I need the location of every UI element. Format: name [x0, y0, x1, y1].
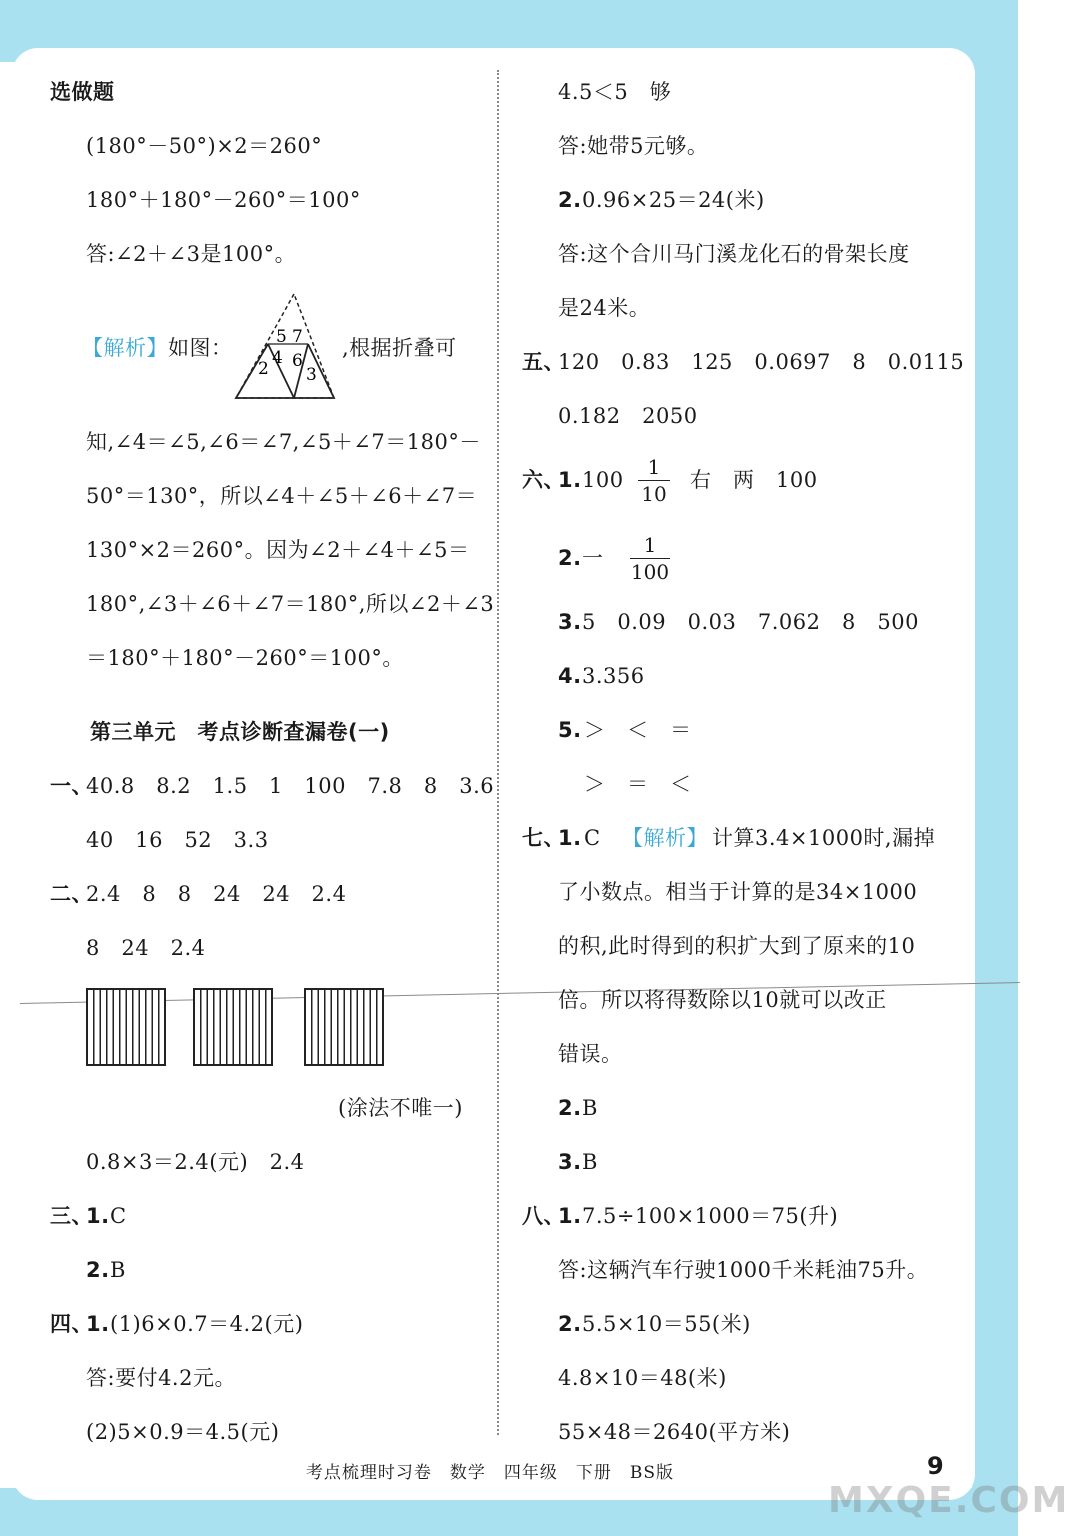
q3-2-number: 2.: [86, 1258, 110, 1282]
optional-answer: 答:∠2＋∠3是100°。: [86, 242, 297, 266]
q7-2-answer: B: [582, 1096, 598, 1120]
q8-1-answer: 答:这辆汽车行驶1000千米耗油75升。: [558, 1258, 929, 1282]
decorative-border-right: [972, 0, 1018, 1536]
unit-title: 第三单元 考点诊断查漏卷(一): [90, 720, 390, 744]
shaded-grid-2: [193, 988, 273, 1066]
triangle-solid-edges: [236, 344, 334, 398]
q6-2-fraction-bar: [630, 558, 670, 559]
q7-3-answer: B: [582, 1150, 598, 1174]
r-q2-text: 0.96×25＝24(米): [582, 188, 765, 212]
q7-analysis-line-1: 计算3.4×1000时,漏掉: [712, 826, 936, 850]
q2-line-1: 2.4 8 8 24 24 2.4: [86, 882, 347, 906]
q6-3-text: 5 0.09 0.03 7.062 8 500: [582, 610, 919, 634]
q8-2-line-3: 55×48＝2640(平方米): [558, 1420, 791, 1444]
q6-5-line-2: ＞ ＝ ＜: [584, 772, 692, 796]
q6-label: 六、: [522, 468, 565, 492]
q6-1-denominator: 10: [641, 482, 667, 506]
analysis-line-3: 130°×2＝260°。因为∠2＋∠4＋∠5＝: [86, 538, 470, 562]
q4-1-number: 1.: [86, 1312, 110, 1336]
q1-line-2: 40 16 52 3.3: [86, 828, 269, 852]
shaded-grid-3: [304, 988, 384, 1066]
r-line-1: 4.5＜5 够: [558, 80, 672, 104]
q6-1-numerator: 1: [647, 455, 661, 479]
q6-2-a: 一: [582, 546, 604, 570]
site-watermark: MXQE.COM: [828, 1480, 1069, 1521]
q3-2-answer: B: [110, 1258, 126, 1282]
folded-triangle-figure: [232, 292, 338, 402]
q7-label: 七、: [522, 826, 565, 850]
q4-label: 四、: [50, 1312, 93, 1336]
angle-label-7: 7: [292, 327, 303, 347]
analysis-line-4: 180°,∠3＋∠6＋∠7＝180°,所以∠2＋∠3: [86, 592, 495, 616]
r-q2-answer-2: 是24米。: [558, 296, 651, 320]
q3-1-answer: C: [110, 1204, 127, 1228]
angle-label-2: 2: [258, 359, 269, 379]
q1-line-1: 40.8 8.2 1.5 1 100 7.8 8 3.6: [86, 774, 495, 798]
analysis-line-2: 50°＝130°，所以∠4＋∠5＋∠6＋∠7＝: [86, 484, 478, 508]
q7-2-number: 2.: [558, 1096, 582, 1120]
q6-2-fraction: [630, 533, 670, 584]
analysis-line-5: ＝180°＋180°－260°＝100°。: [86, 646, 404, 670]
q8-2-text: 5.5×10＝55(米): [582, 1312, 751, 1336]
q5-line-2: 0.182 2050: [558, 404, 698, 428]
q4-2-text: (2)5×0.9＝4.5(元): [86, 1420, 280, 1444]
q8-1-text: 7.5÷100×1000＝75(升): [582, 1204, 839, 1228]
q3-label: 三、: [50, 1204, 93, 1228]
q7-1-answer: C: [584, 826, 601, 850]
q6-1-fraction: [638, 455, 670, 506]
q2-line-2: 8 24 2.4: [86, 936, 206, 960]
q7-analysis-line-3: 的积,此时得到的积扩大到了原来的10: [558, 934, 916, 958]
q2-label: 二、: [50, 882, 93, 906]
q7-analysis-tag: 【解析】: [622, 826, 708, 850]
analysis-intro: [82, 335, 233, 361]
q6-1-b: 右 两 100: [690, 468, 818, 492]
optional-title: 选做题: [50, 80, 115, 104]
q6-4-number: 4.: [558, 664, 582, 688]
q7-3-number: 3.: [558, 1150, 582, 1174]
angle-label-5: 5: [276, 327, 287, 347]
optional-line-2: 180°＋180°－260°＝100°: [86, 188, 361, 212]
q8-2-number: 2.: [558, 1312, 582, 1336]
q6-3-number: 3.: [558, 610, 582, 634]
q7-analysis-line-4: 倍。所以将得数除以10就可以改正: [558, 988, 887, 1012]
q2-calc: 0.8×3＝2.4(元) 2.4: [86, 1150, 305, 1174]
analysis-pre: 如图：: [168, 336, 233, 360]
q6-1-fraction-bar: [638, 480, 670, 481]
q3-1-number: 1.: [86, 1204, 110, 1228]
r-q2-number: 2.: [558, 188, 582, 212]
q6-2-numerator: 1: [643, 533, 657, 557]
optional-line-1: (180°－50°)×2＝260°: [86, 134, 323, 158]
q8-2-line-2: 4.8×10＝48(米): [558, 1366, 727, 1390]
q8-1-number: 1.: [558, 1204, 582, 1228]
page-footer: 考点梳理时习卷 数学 四年级 下册 BS版: [305, 1463, 675, 1483]
analysis-post: ,根据折叠可: [342, 336, 457, 360]
q6-1-number: 1.: [558, 468, 582, 492]
column-divider: [497, 70, 499, 1435]
angle-label-6: 6: [292, 351, 303, 371]
q6-2-number: 2.: [558, 546, 582, 570]
q5-label: 五、: [522, 350, 565, 374]
q7-analysis-line-2: 了小数点。相当于计算的是34×1000: [558, 880, 918, 904]
q6-4-text: 3.356: [582, 664, 645, 688]
angle-label-4: 4: [272, 348, 283, 368]
analysis-tag: 【解析】: [82, 336, 168, 360]
q7-1-number: 1.: [558, 826, 582, 850]
page-number: 9: [927, 1452, 944, 1480]
q1-label: 一、: [50, 774, 93, 798]
q8-label: 八、: [522, 1204, 565, 1228]
analysis-line-1: 知,∠4＝∠5,∠6＝∠7,∠5＋∠7＝180°－: [86, 430, 481, 454]
q5-line-1: 120 0.83 125 0.0697 8 0.0115: [558, 350, 965, 374]
r-q2-answer-1: 答:这个合川马门溪龙化石的骨架长度: [558, 242, 910, 266]
q6-5-number: 5.: [558, 718, 582, 742]
q6-1-a: 100: [582, 468, 624, 492]
q4-1-text: (1)6×0.7＝4.2(元): [110, 1312, 304, 1336]
q6-2-denominator: 100: [630, 560, 670, 584]
angle-label-3: 3: [306, 365, 317, 385]
r-line-2: 答:她带5元够。: [558, 134, 709, 158]
q4-1-answer: 答:要付4.2元。: [86, 1366, 236, 1390]
q7-analysis-line-5: 错误。: [558, 1042, 623, 1066]
grid-note: (涂法不唯一): [338, 1096, 463, 1120]
q6-5-line-1: ＞ ＜ ＝: [584, 718, 692, 742]
shaded-grid-1: [86, 988, 166, 1066]
